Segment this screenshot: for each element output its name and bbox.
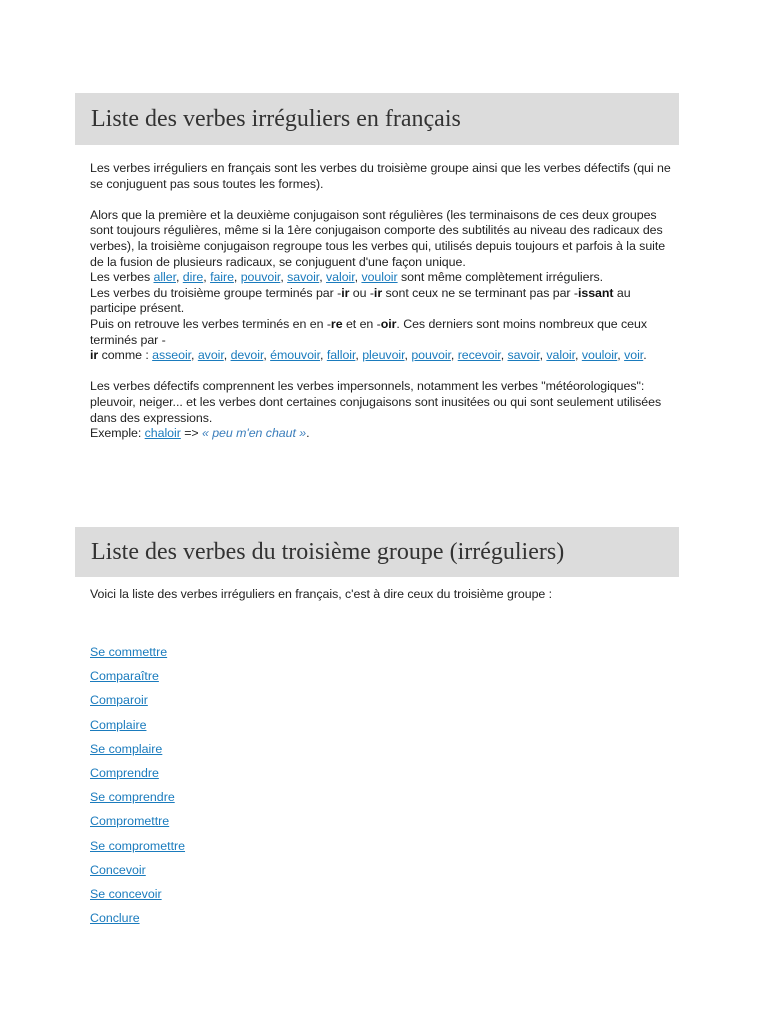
comma-separator: , [191,348,198,363]
exemple-quote: « peu m'en chaut » [201,426,307,441]
verb-link-se-concevoir[interactable]: Se concevoir [90,886,162,901]
re-oir-text: . Ces derniers sont moins nombreux que ceux terminés par - [90,316,648,347]
verb-link-savoir[interactable]: savoir [507,348,540,363]
comma-separator: , [263,348,271,363]
verb-link-asseoir[interactable]: asseoir [152,348,192,363]
verb-link-pleuvoir[interactable]: pleuvoir [362,348,405,363]
verb-link-comparoir[interactable]: Comparoir [90,693,148,708]
list-item [90,667,185,691]
period: . [643,348,647,363]
verb-link-vouloir[interactable]: vouloir [361,270,398,285]
oir-verb-links [152,348,643,362]
verb-link-se-complaire[interactable]: Se complaire [90,741,163,756]
comma-separator: , [575,348,582,363]
list-item [90,812,185,836]
exemple-label: Exemple: [90,426,145,441]
verb-link-voir[interactable]: voir [624,348,644,363]
verb-link-aller[interactable]: aller [153,270,176,285]
verb-link-compromettre[interactable]: Compromettre [90,814,170,829]
verbes-prefix: Les verbes [90,270,154,285]
verb-link-concevoir[interactable]: Concevoir [90,862,146,877]
verb-link-recevoir[interactable]: recevoir [457,348,501,363]
comma-separator: , [223,348,231,363]
list-item [90,716,185,740]
ir-line-text: Les verbes du troisième groupe terminés par - [90,285,342,300]
list-item [90,861,185,885]
defectifs-text: Les verbes défectifs comprennent les verbes impersonnels, notamment les verbes "météorologiques": pleuvoir, neiger... et les verbes dont certaines conjugaisons sont inusitées ou qui sont seulement utilisées dans des expressions. [90,379,662,425]
verb-link-conclure[interactable]: Conclure [90,911,140,926]
verb-link-pouvoir[interactable]: pouvoir [240,270,281,285]
list-item [90,788,185,812]
verb-link-falloir[interactable]: falloir [326,348,356,363]
ir-line-text: ou - [349,285,374,300]
verb-link-pouvoir[interactable]: pouvoir [411,348,451,363]
ir-suffix: ir [373,285,383,300]
comma-separator: , [233,270,241,285]
ir-line-text: au participe présent. [90,285,631,316]
list-item [90,740,185,764]
defectifs-paragraph [90,379,680,441]
comma-separator: , [319,270,326,285]
list-item [90,909,185,933]
verb-list [90,643,185,933]
verb-link-se-comprendre[interactable]: Se comprendre [90,790,175,805]
list-item [90,837,185,861]
comma-separator: , [176,270,183,285]
list-item [90,764,185,788]
verb-link-savoir[interactable]: savoir [287,270,320,285]
section-title-third-group: Liste des verbes du troisième groupe (irréguliers) [75,527,679,577]
conjugation-text: Alors que la première et la deuxième conjugaison sont régulières (les terminaisons de ces deux groupes sont toujours régulières, même si la 1ère conjugaison comporte des subtilités au niveau des radicaux des verbes), la troisième conjugaison regroupe tous les verbes qui, utilisés depuis toujours et parfois à la suite de la fusion de plusieurs radicaux, se conjuguent d'une façon unique. [90,207,666,269]
comma-separator: , [280,270,288,285]
verb-link-se-compromettre[interactable]: Se compromettre [90,838,186,853]
list-item [90,691,185,715]
verb-link-vouloir[interactable]: vouloir [581,348,618,363]
verb-link-devoir[interactable]: devoir [230,348,264,363]
verb-link-avoir[interactable]: avoir [197,348,224,363]
section2-intro: Voici la liste des verbes irréguliers en français, c'est à dire ceux du troisième groupe : [90,587,553,601]
verb-link-se-commettre[interactable]: Se commettre [90,645,168,659]
verb-link-faire[interactable]: faire [210,270,234,285]
comma-separator: , [500,348,508,363]
ir-line-text: sont ceux ne se terminant pas par - [382,285,578,300]
verb-link-émouvoir[interactable]: émouvoir [270,348,321,363]
comma-separator: , [450,348,458,363]
exemple-end: . [306,426,310,441]
comma-separator: , [617,348,625,363]
comma-separator: , [203,270,211,285]
oir-suffix: oir [380,316,397,331]
issant-suffix: issant [577,285,614,300]
re-oir-text: Puis on retrouve les verbes terminés en en - [90,316,331,331]
section1-body [90,161,680,442]
ir-suffix: ir [90,348,99,363]
comma-separator: , [354,270,362,285]
comma-separator: , [539,348,547,363]
comma-separator: , [320,348,327,363]
verb-link-comparaître[interactable]: Comparaître [90,669,159,684]
re-suffix: re [330,316,343,331]
re-oir-text: et en - [342,316,381,331]
verb-link-dire[interactable]: dire [182,270,204,285]
conjugation-paragraph [90,208,680,364]
exemple-arrow: => [180,426,202,441]
verb-link-complaire[interactable]: Complaire [90,717,147,732]
ir-suffix: ir [341,285,350,300]
verb-link-comprendre[interactable]: Comprendre [90,765,159,780]
section-title-irregular-verbs: Liste des verbes irréguliers en français [75,93,679,145]
comma-separator: , [404,348,412,363]
verb-link-valoir[interactable]: valoir [326,270,355,285]
list-item [90,885,185,909]
chaloir-link[interactable]: chaloir [144,426,181,441]
verbes-suffix: sont même complètement irréguliers. [397,270,604,285]
intro-paragraph: Les verbes irréguliers en français sont les verbes du troisième groupe ainsi que les verbes défectifs (qui ne se conjuguent pas sous toutes les formes). [90,161,671,191]
list-item [90,643,185,667]
comma-separator: , [355,348,363,363]
irregular-verb-links [154,270,398,284]
verb-link-valoir[interactable]: valoir [546,348,576,363]
comme-text: comme : [98,348,153,363]
